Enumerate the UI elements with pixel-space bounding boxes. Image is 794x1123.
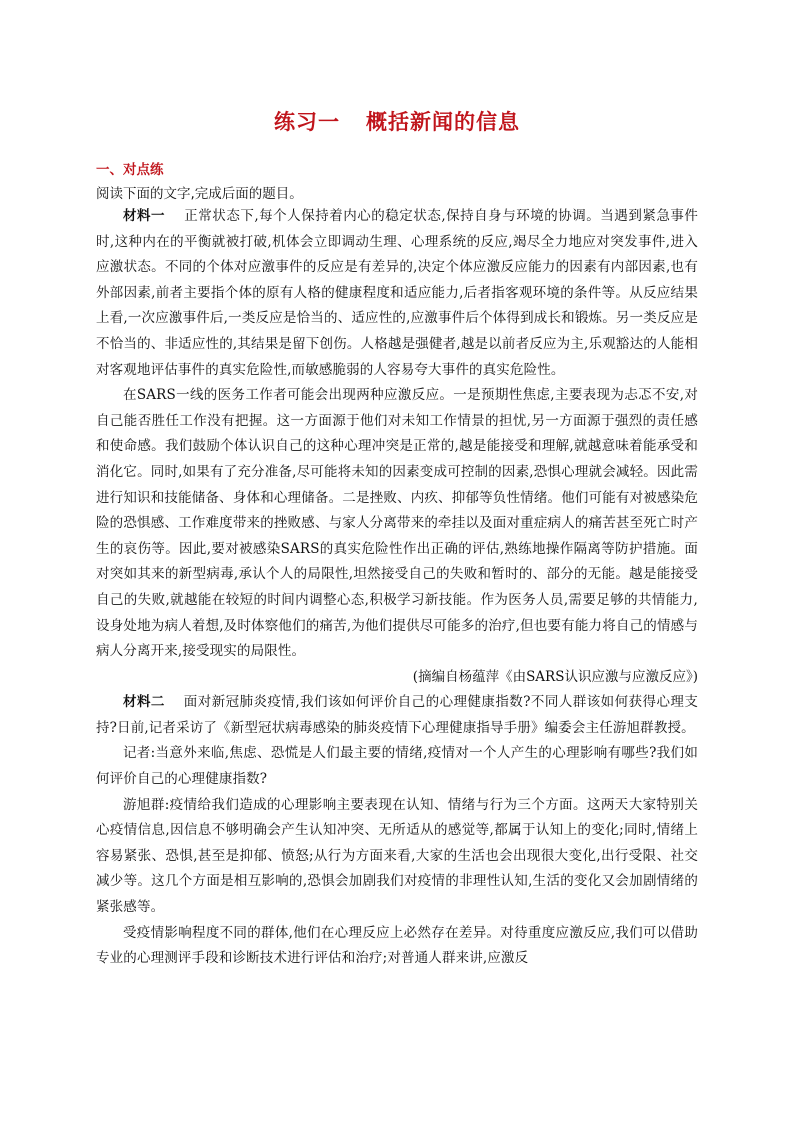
material2-text-1: 面对新冠肺炎疫情,我们该如何评价自己的心理健康指数?不同人群该如何获得心理支持?日前,记者采访了《新型冠状病毒感染的肺炎疫情下心理健康指导手册》编委会主任游旭群教授。 bbox=[96, 694, 698, 736]
section-heading: 一、对点练 bbox=[96, 162, 164, 178]
title-exercise: 练习一 bbox=[274, 110, 340, 134]
material2-paragraph-3: 游旭群:疫情给我们造成的心理影响主要表现在认知、情绪与行为三个方面。这两天大家特别关心疫情信息,因信息不够明确会产生认知冲突、无所适从的感觉等,都属于认知上的变化;同时,情绪上容易紧张、恐惧,甚至是抑郁、愤怒;从行为方面来看,大家的生活也会出现很大变化,出行受限、社交减少等。这几个方面是相互影响的,恐惧会加剧我们对疫情的非理性认知,生活的变化又会加剧情绪的紧张感等。 bbox=[96, 796, 698, 916]
material2-paragraph-4: 受疫情影响程度不同的群体,他们在心理反应上必然存在差异。对待重度应激反应,我们可以借助专业的心理测评手段和诊断技术进行评估和治疗;对普通人群来讲,应激反 bbox=[96, 924, 698, 967]
material2-paragraph-2: 记者:当意外来临,焦虑、恐慌是人们最主要的情绪,疫情对一个人产生的心理影响有哪些?我们如何评价自己的心理健康指数? bbox=[96, 745, 698, 788]
material1-paragraph-1 bbox=[96, 204, 698, 383]
material1-label: 材料一 bbox=[123, 208, 166, 224]
material1-text-1: 正常状态下,每个人保持着内心的稳定状态,保持自身与环境的协调。当遇到紧急事件时,这种内在的平衡就被打破,机体会立即调动生理、心理系统的反应,竭尽全力地应对突发事件,进入应激状态。不同的个体对应激事件的反应是有差异的,决定个体应激反应能力的因素有内部因素,也有外部因素,前者主要指个体的原有人格的健康程度和适应能力,后者指客观环境的条件等。从反应结果上看,一次应激事件后,一类反应是恰当的、适应性的,应激事件后个体得到成长和锻炼。另一类反应是不恰当的、非适应性的,其结果是留下创伤。人格越是强健者,越是以前者反应为主,乐观豁达的人能相对客观地评估事件的真实危险性,而敏感脆弱的人容易夸大事件的真实危险性。 bbox=[96, 208, 699, 378]
material1-source: (摘编自杨蕴萍《由SARS认识应激与应激反应》) bbox=[412, 668, 698, 685]
page-title bbox=[96, 106, 698, 136]
reading-instruction: 阅读下面的文字,完成后面的题目。 bbox=[96, 186, 303, 202]
title-topic: 概括新闻的信息 bbox=[366, 110, 520, 134]
material2-paragraph-1 bbox=[96, 690, 698, 741]
material2-label: 材料二 bbox=[123, 694, 165, 711]
material1-paragraph-2: 在SARS一线的医务工作者可能会出现两种应激反应。一是预期性焦虑,主要表现为忐忑不安,对自己能否胜任工作没有把握。这一方面源于他们对未知工作情景的担忧,另一方面源于强烈的责任感和使命感。我们鼓励个体认识自己的这种心理冲突是正常的,越是能接受和理解,就越意味着能承受和消化它。同时,如果有了充分准备,尽可能将未知的因素变成可控制的因素,恐惧心理就会减轻。因此需进行知识和技能储备、身体和心理储备。二是挫败、内疚、抑郁等负性情绪。他们可能有对被感染危险的恐惧感、工作难度带来的挫败感、与家人分离带来的牵挂以及面对重症病人的痛苦甚至死亡时产生的哀伤等。因此,要对被感染SARS的真实危险性作出正确的评估,熟练地操作隔离等防护措施。面对突如其来的新型病毒,承认个人的局限性,坦然接受自己的失败和暂时的、部分的无能。越是能接受自己的失败,就越能在较短的时间内调整心态,积极学习新技能。作为医务人员,需要足够的共情能力,设身处地为病人着想,及时体察他们的痛苦,为他们提供尽可能多的治疗,但也要有能力将自己的情感与病人分离开来,接受现实的局限性。 bbox=[96, 387, 698, 660]
